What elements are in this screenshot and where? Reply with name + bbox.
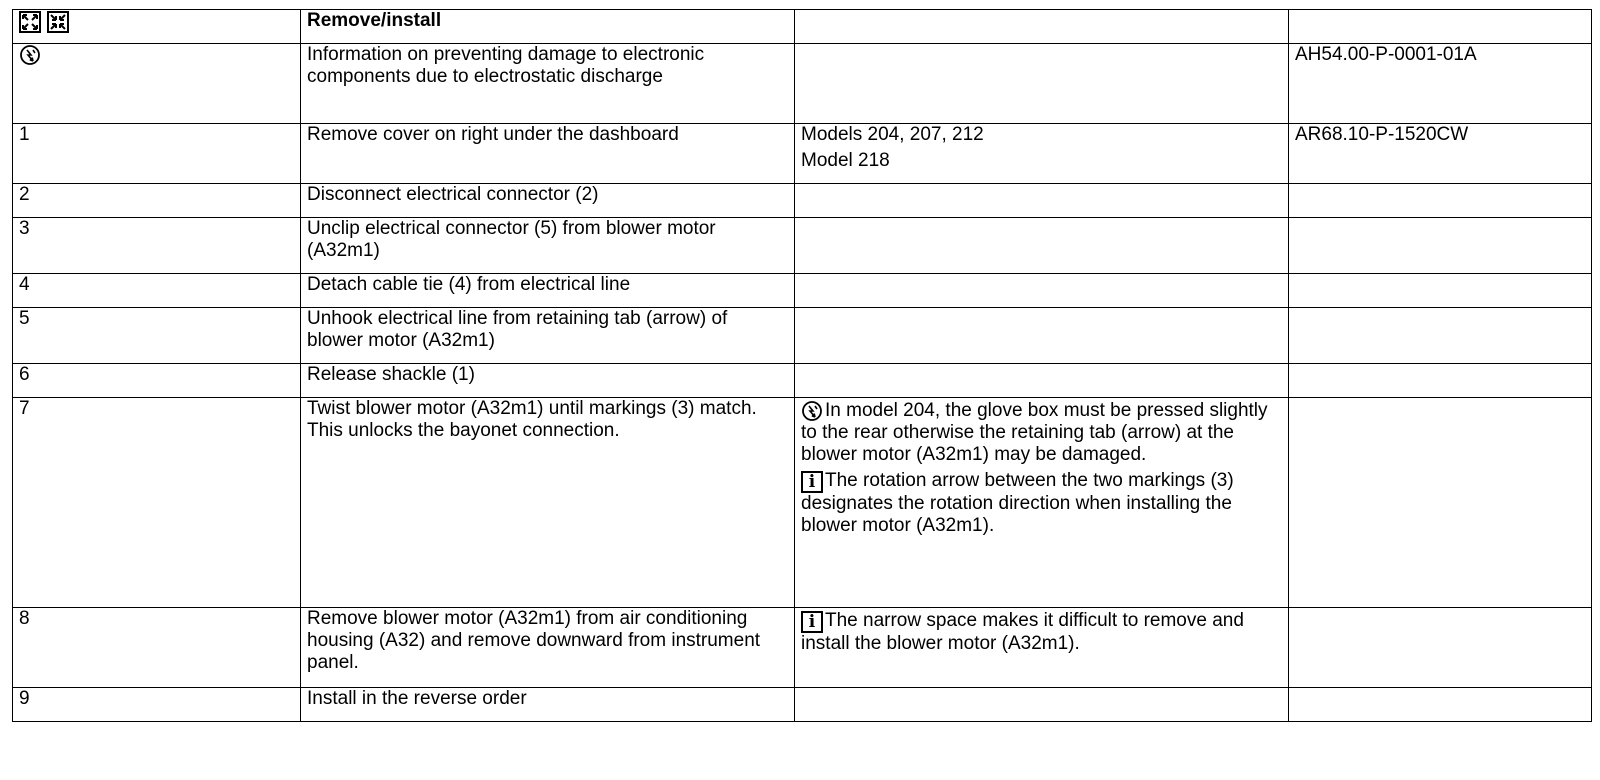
ref-cell	[1289, 218, 1592, 274]
info-icon: i	[801, 471, 823, 493]
notes-cell	[795, 274, 1289, 308]
notes-cell	[795, 608, 1289, 688]
ref-cell	[1289, 308, 1592, 364]
ref-cell	[1289, 608, 1592, 688]
step-cell: 5	[13, 308, 301, 364]
step-cell	[13, 44, 301, 124]
action-cell: Install in the reverse order	[301, 688, 795, 722]
notes-cell	[795, 44, 1289, 124]
model-note: Models 204, 207, 212	[801, 124, 984, 145]
step-cell: 3	[13, 218, 301, 274]
ref-link[interactable]: AR68.10-P-1520CW	[1289, 124, 1592, 184]
install-icon	[47, 11, 69, 33]
step-cell: 8	[13, 608, 301, 688]
step-cell: 6	[13, 364, 301, 398]
action-cell: Disconnect electrical connector (2)	[301, 184, 795, 218]
action-cell: Release shackle (1)	[301, 364, 795, 398]
info-note	[801, 610, 1282, 655]
notes-cell	[795, 184, 1289, 218]
ref-cell	[1289, 184, 1592, 218]
model-note: Model 218	[801, 150, 890, 171]
remove-icon	[19, 11, 41, 33]
notes-cell	[795, 364, 1289, 398]
info-note	[801, 470, 1282, 537]
table-row	[13, 124, 1592, 184]
table-row	[13, 274, 1592, 308]
table-row	[13, 398, 1592, 608]
header-empty-cell	[1289, 10, 1592, 44]
action-cell: Twist blower motor (A32m1) until markings (3) match. This unlocks the bayonet connection.	[301, 398, 795, 608]
notes-cell	[795, 124, 1289, 184]
header-empty-cell	[795, 10, 1289, 44]
warning-note-text: In model 204, the glove box must be pressed slightly to the rear otherwise the retaining tab (arrow) at the blower motor (A32m1) may be damaged.	[801, 400, 1268, 465]
table-row	[13, 44, 1592, 124]
procedure-table	[12, 9, 1592, 722]
info-icon: i	[801, 611, 823, 633]
table-row	[13, 184, 1592, 218]
notes-cell	[795, 688, 1289, 722]
info-note-text: The narrow space makes it difficult to remove and install the blower motor (A32m1).	[801, 610, 1244, 654]
step-cell: 2	[13, 184, 301, 218]
action-cell: Unhook electrical line from retaining tab (arrow) of blower motor (A32m1)	[301, 308, 795, 364]
info-note-text: The rotation arrow between the two markings (3) designates the rotation direction when installing the blower motor (A32m1).	[801, 470, 1234, 536]
header-icons-cell	[13, 10, 301, 44]
step-cell: 9	[13, 688, 301, 722]
esd-warning-icon	[19, 44, 41, 66]
table-row	[13, 308, 1592, 364]
action-cell: Remove cover on right under the dashboard	[301, 124, 795, 184]
action-cell: Unclip electrical connector (5) from blower motor (A32m1)	[301, 218, 795, 274]
esd-warning-icon	[801, 400, 823, 422]
table-row	[13, 218, 1592, 274]
notes-cell	[795, 308, 1289, 364]
ref-cell	[1289, 274, 1592, 308]
warning-note	[801, 400, 1282, 466]
table-row	[13, 608, 1592, 688]
action-cell: Information on preventing damage to electronic components due to electrostatic discharge	[301, 44, 795, 124]
notes-cell	[795, 398, 1289, 608]
step-cell: 4	[13, 274, 301, 308]
header-title: Remove/install	[301, 10, 795, 44]
notes-cell	[795, 218, 1289, 274]
table-header-row	[13, 10, 1592, 44]
action-cell: Remove blower motor (A32m1) from air conditioning housing (A32) and remove downward from instrument panel.	[301, 608, 795, 688]
table-row	[13, 688, 1592, 722]
ref-cell	[1289, 398, 1592, 608]
table-row	[13, 364, 1592, 398]
ref-link[interactable]: AH54.00-P-0001-01A	[1289, 44, 1592, 124]
ref-cell	[1289, 364, 1592, 398]
ref-cell	[1289, 688, 1592, 722]
step-cell: 7	[13, 398, 301, 608]
action-cell: Detach cable tie (4) from electrical line	[301, 274, 795, 308]
step-cell: 1	[13, 124, 301, 184]
